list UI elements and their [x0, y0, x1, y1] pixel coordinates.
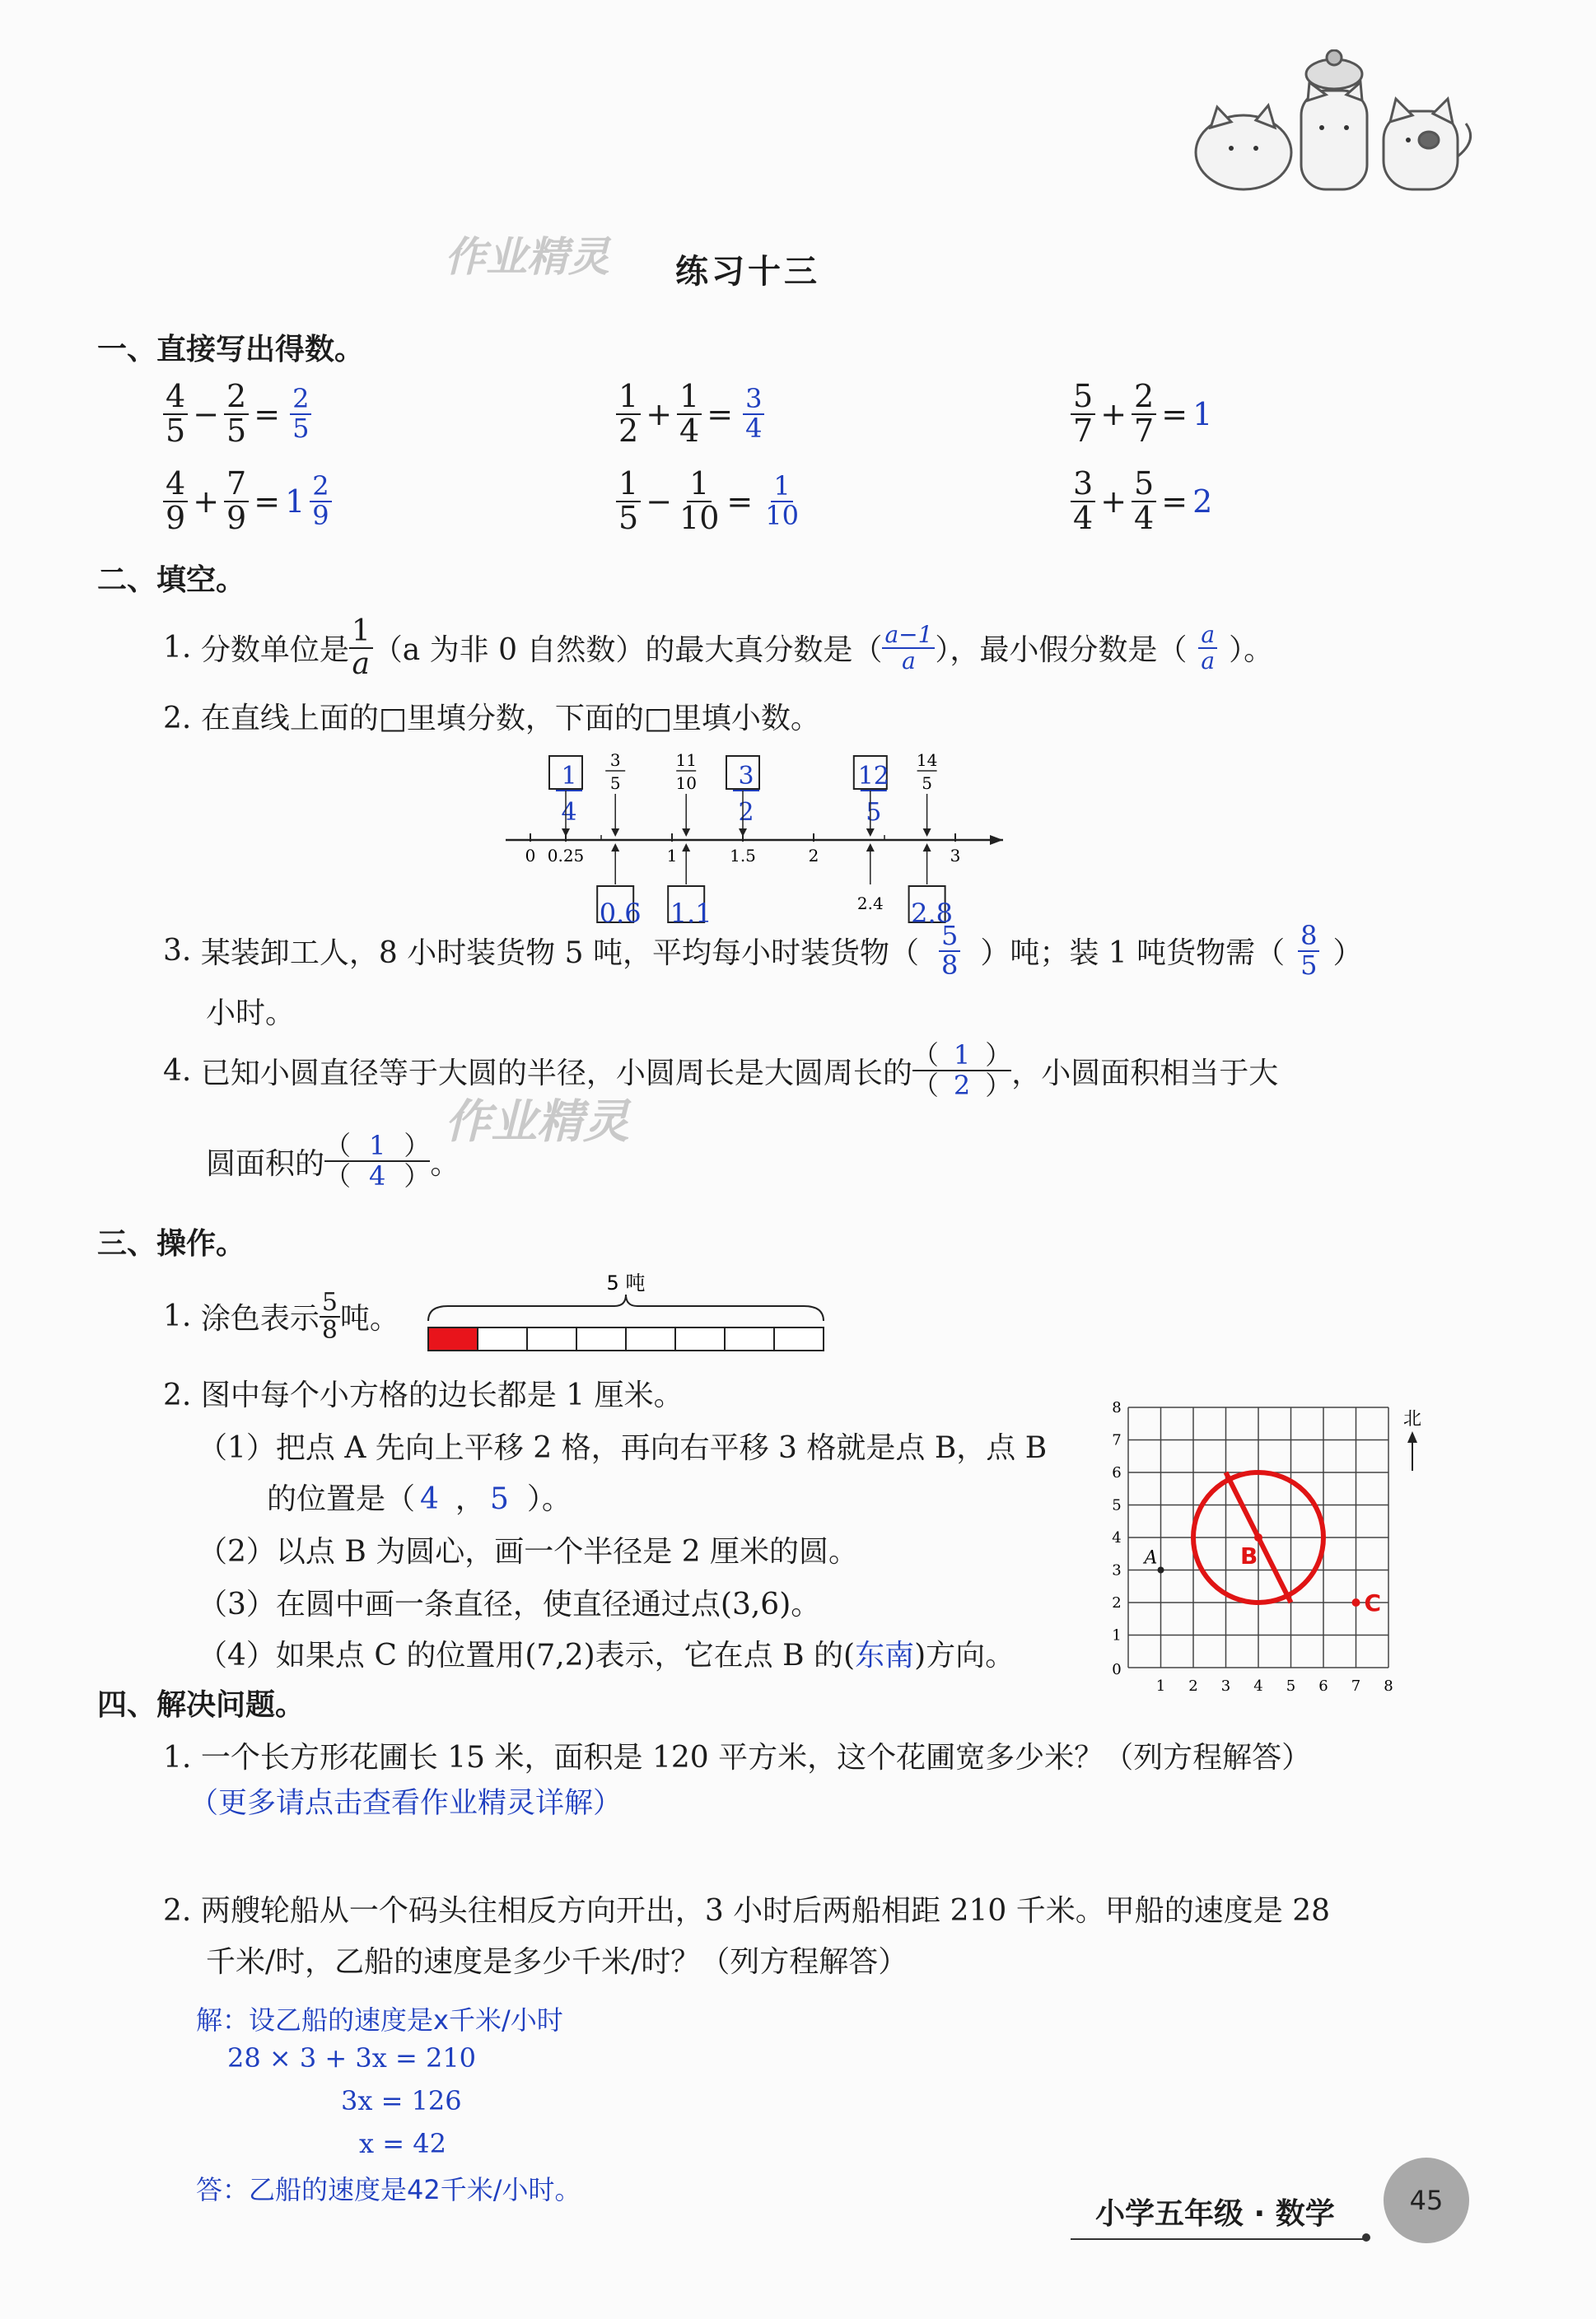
tick-label: 4: [1253, 1677, 1263, 1695]
fraction-denominator: 5: [609, 773, 621, 793]
section-1-heading: 一、直接写出得数。: [97, 333, 365, 366]
q-text: ），最小假分数是（: [935, 633, 1188, 668]
ops-q2-p4: （4）如果点 C 的位置用(7,2)表示，它在点 B 的(东南)方向。: [198, 1639, 1015, 1673]
tick-label: 1: [1155, 1677, 1166, 1695]
bar-segment: [626, 1327, 675, 1351]
answer-fraction: $\frac{a-1}{a}$: [882, 623, 935, 673]
calc-item: [1071, 380, 1212, 448]
solution-line: 答：乙船的速度是42千米/小时。: [196, 2174, 581, 2205]
tick-label: 2: [1112, 1594, 1122, 1612]
fraction: $\frac{5}{4}$: [1132, 468, 1156, 535]
tick-label: 2: [808, 846, 819, 866]
tick-label: 0: [525, 846, 536, 866]
equals: =: [254, 483, 281, 520]
answer-denominator: 4: [561, 798, 577, 827]
solution-line: 3x = 126: [341, 2085, 462, 2116]
answer-fraction: （ 1 ） （ 2 ）: [912, 1039, 1012, 1102]
tick-label: 6: [1112, 1464, 1122, 1481]
answer-fraction: $\frac{1}{10}$: [765, 470, 799, 531]
bar-brace: [428, 1295, 824, 1321]
bar-segment: [527, 1327, 576, 1351]
answer-denominator: 2: [738, 798, 754, 827]
fraction: $\frac{1}{a}$: [349, 616, 373, 680]
q-number: 1.: [163, 631, 192, 665]
answer-fraction: $\frac{a}{a}$: [1198, 623, 1217, 673]
bar-label: 5 吨: [606, 1271, 646, 1295]
answer-denominator: 5: [866, 798, 882, 827]
tick-label: 7: [1112, 1431, 1122, 1449]
number-line: [494, 741, 1038, 939]
point-b: [1254, 1533, 1262, 1542]
fraction: $\frac{1}{10}$: [679, 465, 720, 536]
ops-q2-p1b: 的位置是（ 4 ， 5 ）。: [267, 1482, 572, 1516]
north-arrow-head: [1407, 1431, 1417, 1443]
answer-fraction: $\frac{2}{5}$: [290, 385, 311, 442]
operator: +: [193, 483, 220, 520]
tick-label: 1: [1112, 1626, 1122, 1645]
q-text: 分数单位是: [200, 633, 349, 668]
tick-label: 4: [1112, 1529, 1122, 1547]
calc-item: [1071, 465, 1213, 536]
page-title: 练习十三: [675, 253, 820, 291]
answer-fraction: $\frac{3}{4}$: [743, 385, 764, 442]
tick-label: 6: [1318, 1677, 1328, 1695]
answer-decimal: 2.8: [911, 898, 954, 929]
answer-fraction: （ 1 ） （ 4 ）: [324, 1130, 431, 1192]
equals: =: [707, 395, 734, 432]
equals: =: [1161, 483, 1188, 520]
tick-label: 5: [1286, 1677, 1296, 1695]
tick-label: 3: [950, 846, 961, 866]
fraction: $\frac{3}{4}$: [1071, 468, 1095, 535]
answer-fraction: $\frac{5}{8}$: [939, 922, 960, 979]
calc-item: [163, 465, 332, 536]
solve-q1: 1. 一个长方形花圃长 15 米，面积是 120 平方米，这个花圃宽多少米？（列方程解答）: [163, 1741, 1312, 1775]
details-link[interactable]: （更多请点击查看作业精灵详解）: [189, 1787, 623, 1820]
point-a-label: A: [1144, 1547, 1158, 1569]
fraction-numerator: 14: [916, 750, 938, 770]
pointer-head: [866, 843, 875, 852]
footer-label: 小学五年级 · 数学: [1095, 2197, 1335, 2231]
fraction-numerator: 3: [609, 750, 621, 770]
solution-line: 28 × 3 + 3x = 210: [227, 2042, 477, 2074]
equals: =: [726, 483, 754, 520]
fraction: $\frac{1}{4}$: [677, 380, 702, 448]
fraction: $\frac{2}{7}$: [1132, 380, 1156, 448]
pointer-head: [739, 828, 747, 837]
operator: −: [193, 395, 220, 432]
equals: =: [1161, 395, 1188, 432]
footer-dot: [1362, 2233, 1370, 2242]
tick-label: 1: [666, 846, 678, 866]
fraction-denominator: 5: [922, 773, 932, 793]
bar-segment: [774, 1327, 824, 1351]
pointer-head: [562, 828, 570, 837]
bar-segment: [576, 1327, 626, 1351]
ops-q2-p2: （2）以点 B 为圆心，画一个半径是 2 厘米的圆。: [198, 1535, 859, 1569]
fraction: $\frac{1}{2}$: [616, 380, 641, 448]
equals: =: [254, 395, 281, 432]
fraction: $\frac{5}{8}$: [320, 1290, 340, 1343]
solution-line: x = 42: [359, 2128, 446, 2159]
north-label: 北: [1402, 1409, 1422, 1430]
pointer-head: [866, 828, 875, 837]
fraction: $\frac{1}{5}$: [616, 468, 641, 535]
calc-item: [616, 380, 764, 448]
ops-q2-p1: （1）把点 A 先向上平移 2 格，再向右平移 3 格就是点 B，点 B: [198, 1431, 1048, 1465]
fill-q3-cont: 小时。: [206, 996, 296, 1030]
solve-q2-line2: 千米/时，乙船的速度是多少千米/时？（列方程解答）: [206, 1945, 908, 1979]
point-c-label: C: [1364, 1589, 1382, 1617]
answer-numerator: 1: [561, 762, 577, 791]
fraction: $\frac{7}{9}$: [224, 468, 249, 535]
answer-fraction: $\frac{8}{5}$: [1298, 922, 1319, 979]
ops-q1: 1. 涂色表示 $\frac{5}{8}$ 吨。: [163, 1288, 399, 1345]
fraction: $\frac{5}{7}$: [1071, 380, 1095, 448]
shading-bar: [425, 1268, 837, 1359]
answer-fraction: $\frac{2}{9}$: [310, 473, 331, 530]
fraction: $\frac{4}{5}$: [163, 380, 188, 448]
tick-label: 3: [1112, 1561, 1122, 1579]
pointer-head: [923, 843, 931, 852]
fraction: $\frac{2}{5}$: [224, 380, 249, 448]
point-b-label: B: [1240, 1542, 1258, 1570]
fraction-denominator: 10: [675, 773, 697, 793]
fill-q4-cont: 圆面积的 （ 1 ） （ 4 ） 。: [206, 1130, 460, 1192]
fill-q4: 4. 已知小圆直径等于大圆的半径，小圆周长是大圆周长的 （ 1 ） （ 2 ） ，小圆面积相当于大: [163, 1039, 1279, 1102]
pointer-head: [923, 828, 931, 837]
solution-line: 解：设乙船的速度是x千米/小时: [196, 2004, 563, 2036]
q-text: （a 为非 0 自然数）的最大真分数是（: [372, 633, 883, 668]
tick-label: 8: [1112, 1399, 1122, 1416]
bar-segment: [478, 1327, 527, 1351]
q-text: ）。: [1229, 633, 1274, 668]
section-4-heading: 四、解决问题。: [97, 1688, 306, 1722]
watermark-2: 作业精灵: [445, 1095, 629, 1149]
calc-item: [616, 465, 801, 536]
operator: +: [1100, 395, 1127, 432]
bar-segment: [725, 1327, 774, 1351]
cats-illustration: [1186, 49, 1482, 198]
ops-q2-p3: （3）在圆中画一条直径，使直径通过点(3,6)。: [198, 1588, 821, 1621]
axis-arrow: [990, 835, 1003, 845]
tick-label: 7: [1351, 1677, 1361, 1695]
answer-whole: 1: [1192, 395, 1213, 432]
section-3-heading: 三、操作。: [97, 1227, 246, 1261]
bar-segment: [675, 1327, 725, 1351]
answer-numerator: 3: [738, 762, 754, 791]
pointer-head: [682, 828, 690, 837]
pointer-head: [611, 828, 619, 837]
footer-rule: [1071, 2238, 1365, 2240]
tick-label: 3: [1220, 1677, 1231, 1695]
answer-numerator: 12: [857, 762, 889, 791]
ops-q2: 2. 图中每个小方格的边长都是 1 厘米。: [163, 1379, 684, 1412]
operator: +: [646, 395, 673, 432]
tick-label: 0.25: [547, 846, 585, 866]
fill-q2: 2. 在直线上面的□里填分数，下面的□里填小数。: [163, 702, 820, 735]
page-number: 45: [1384, 2158, 1469, 2243]
fraction-numerator: 11: [675, 750, 697, 770]
tick-label: 1.5: [730, 846, 756, 866]
point-c: [1352, 1598, 1360, 1607]
tick-label: 5: [1112, 1496, 1122, 1514]
answer-whole: 2: [1192, 483, 1213, 520]
operator: +: [1100, 483, 1127, 520]
section-2-heading: 二、填空。: [97, 563, 246, 597]
solve-q2-line1: 2. 两艘轮船从一个码头往相反方向开出，3 小时后两船相距 210 千米。甲船的速度是 28: [163, 1894, 1331, 1928]
pointer-head: [611, 843, 619, 852]
pointer-head: [682, 843, 690, 852]
fraction: $\frac{4}{9}$: [163, 468, 188, 535]
answer-whole: 1: [285, 483, 306, 520]
fill-q3: 3. 某装卸工人，8 小时装货物 5 吨，平均每小时装货物（ $\frac{5}{8}$ ）吨；装 1 吨货物需（ $\frac{8}{5}$ ）: [163, 920, 1363, 981]
answer-decimal: 0.6: [599, 898, 642, 929]
answer-decimal: 1.1: [670, 898, 712, 929]
coordinate-grid: [1095, 1383, 1441, 1696]
tick-label: 0: [1112, 1661, 1122, 1678]
tick-label: 2: [1188, 1677, 1198, 1695]
point-a: [1158, 1567, 1164, 1574]
watermark: 作业精灵: [445, 233, 609, 281]
below-label: 2.4: [856, 894, 884, 913]
tick-label: 8: [1384, 1677, 1393, 1695]
fill-q1: [163, 616, 1273, 680]
operator: −: [646, 483, 673, 520]
bar-segment: [428, 1327, 478, 1351]
calc-item: [163, 380, 311, 448]
